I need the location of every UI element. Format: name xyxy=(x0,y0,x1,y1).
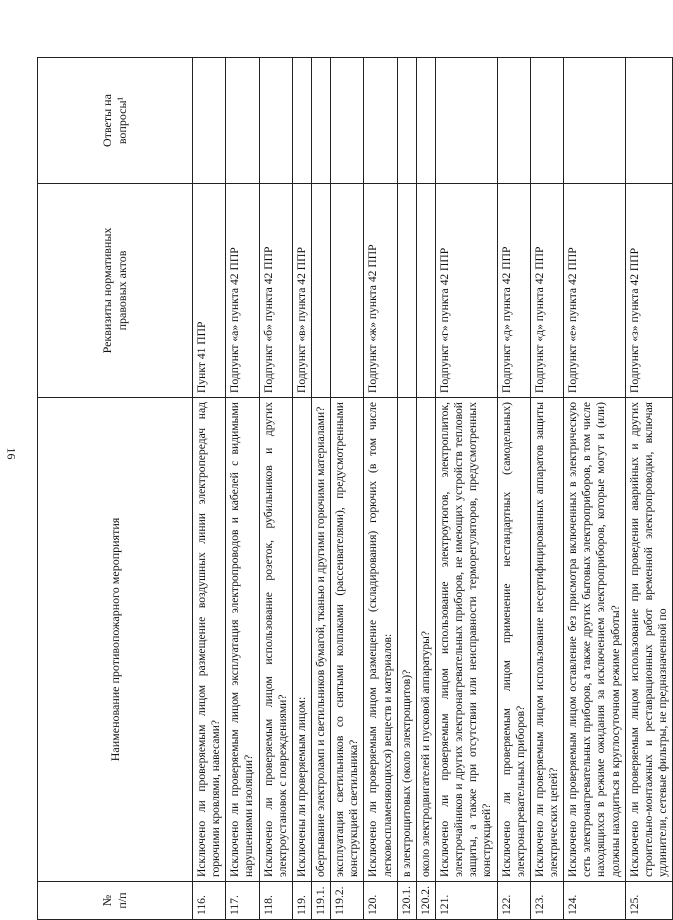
table-row xyxy=(397,58,416,920)
row-answer[interactable] xyxy=(397,58,416,184)
row-number: 122. xyxy=(497,882,530,920)
row-requisite: Подпункт «в» пункта 42 ППР xyxy=(292,184,311,398)
row-measure: Исключено ли проверяемым лицом использование при проведении аварийных и других строительно-монтажных и реставрационных работ временной электропроводки, включая удлинители, сетевые фильтры, не предназначенной по xyxy=(625,398,672,882)
row-answer[interactable] xyxy=(564,58,626,184)
row-answer[interactable] xyxy=(364,58,397,184)
row-number: 124. xyxy=(564,882,626,920)
row-answer[interactable] xyxy=(193,58,226,184)
row-answer[interactable] xyxy=(497,58,530,184)
table-row xyxy=(416,58,435,920)
row-measure: около электродвигателей и пусковой аппаратуры? xyxy=(416,398,435,882)
row-answer[interactable] xyxy=(625,58,672,184)
row-answer[interactable] xyxy=(259,58,292,184)
row-number: 123. xyxy=(530,882,563,920)
row-requisite xyxy=(397,184,416,398)
page-number: 16 xyxy=(4,447,19,460)
row-requisite: Подпункт «е» пункта 42 ППР xyxy=(564,184,626,398)
row-measure: эксплуатация светильников со снятыми колпаками (рассеивателями), предусмотренными конструкцией светильника? xyxy=(331,398,364,882)
rotated-table-frame xyxy=(37,58,669,920)
row-requisite: Подпункт «д» пункта 42 ППР xyxy=(497,184,530,398)
row-number: 120.2. xyxy=(416,882,435,920)
row-number: 119.1. xyxy=(311,882,330,920)
row-answer[interactable] xyxy=(226,58,259,184)
row-measure: в электрощитовых (около электрощитов)? xyxy=(397,398,416,882)
row-number: 120.1. xyxy=(397,882,416,920)
row-measure: Исключены ли проверяемым лицом: xyxy=(292,398,311,882)
row-measure: Исключено ли проверяемым лицом оставление без присмотра включенных в электрическую сеть электронагревательных приборов, а также других бытовых электроприборов, в том числе находящихся в режиме ожидания за исключением электроприборов, которые могут и (или) должны находиться в круглосуточном режиме работы? xyxy=(564,398,626,882)
row-measure: Исключено ли проверяемым лицом применение нестандартных (самодельных) электронагревательных приборов? xyxy=(497,398,530,882)
fire-safety-checklist-table xyxy=(37,57,673,920)
table-row xyxy=(364,58,397,920)
row-number: 125. xyxy=(625,882,672,920)
row-number: 121. xyxy=(435,882,497,920)
row-requisite: Подпункт «б» пункта 42 ППР xyxy=(259,184,292,398)
row-answer[interactable] xyxy=(292,58,311,184)
table-row xyxy=(193,58,226,920)
row-measure: Исключено ли проверяемым лицом размещение (складирования) горючих (в том числе легковоспламеняющихся) веществ и материалов: xyxy=(364,398,397,882)
header-legal-requisites: Реквизиты нормативных правовых актов xyxy=(38,184,193,398)
table-row xyxy=(292,58,311,920)
row-measure: обертывание электроламп и светильников бумагой, тканью и другими горючими материалами? xyxy=(311,398,330,882)
row-measure: Исключено ли проверяемым лицом эксплуатация электропроводов и кабелей с видимыми нарушениями изоляции? xyxy=(226,398,259,882)
row-requisite: Подпункт «д» пункта 42 ППР xyxy=(530,184,563,398)
row-measure: Исключено ли проверяемым лицом использование несертифицированных аппаратов защиты электрических цепей? xyxy=(530,398,563,882)
row-requisite: Подпункт «з» пункта 42 ППР xyxy=(625,184,672,398)
row-number: 120. xyxy=(364,882,397,920)
table-row xyxy=(331,58,364,920)
row-measure: Исключено ли проверяемым лицом использование розеток, рубильников и других электроустановок с повреждениями? xyxy=(259,398,292,882)
row-number: 118. xyxy=(259,882,292,920)
row-answer[interactable] xyxy=(331,58,364,184)
row-requisite: Подпункт «ж» пункта 42 ППР xyxy=(364,184,397,398)
table-row xyxy=(311,58,330,920)
table-row xyxy=(530,58,563,920)
table-row xyxy=(625,58,672,920)
table-row xyxy=(564,58,626,920)
header-answers: Ответы на вопросы¹ xyxy=(38,58,193,184)
row-requisite xyxy=(331,184,364,398)
row-number: 116. xyxy=(193,882,226,920)
row-answer[interactable] xyxy=(311,58,330,184)
row-requisite xyxy=(416,184,435,398)
row-requisite: Подпункт «г» пункта 42 ППР xyxy=(435,184,497,398)
row-number: 119.2. xyxy=(331,882,364,920)
row-requisite xyxy=(311,184,330,398)
header-number: № п/п xyxy=(38,882,193,920)
row-answer[interactable] xyxy=(435,58,497,184)
table-header-row xyxy=(38,58,193,920)
row-measure: Исключено ли проверяемым лицом размещение воздушных линии электропередач над горючими кровлями, навесами? xyxy=(193,398,226,882)
table-row xyxy=(226,58,259,920)
table-body xyxy=(193,58,673,920)
table-row xyxy=(259,58,292,920)
header-measure-name: Наименование противопожарного мероприятия xyxy=(38,398,193,882)
row-number: 117. xyxy=(226,882,259,920)
table-row xyxy=(497,58,530,920)
row-requisite: Пункт 41 ППР xyxy=(193,184,226,398)
row-requisite: Подпункт «а» пункта 42 ППР xyxy=(226,184,259,398)
row-answer[interactable] xyxy=(416,58,435,184)
row-answer[interactable] xyxy=(530,58,563,184)
row-measure: Исключено ли проверяемым лицом использование электроутюгов, электроплиток, электрочайников и других электронагревательных приборов, не имеющих устройств тепловой защиты, а также при отсутствии или неисправности терморегуляторов, предусмотренных конструкцией? xyxy=(435,398,497,882)
row-number: 119. xyxy=(292,882,311,920)
table-row xyxy=(435,58,497,920)
